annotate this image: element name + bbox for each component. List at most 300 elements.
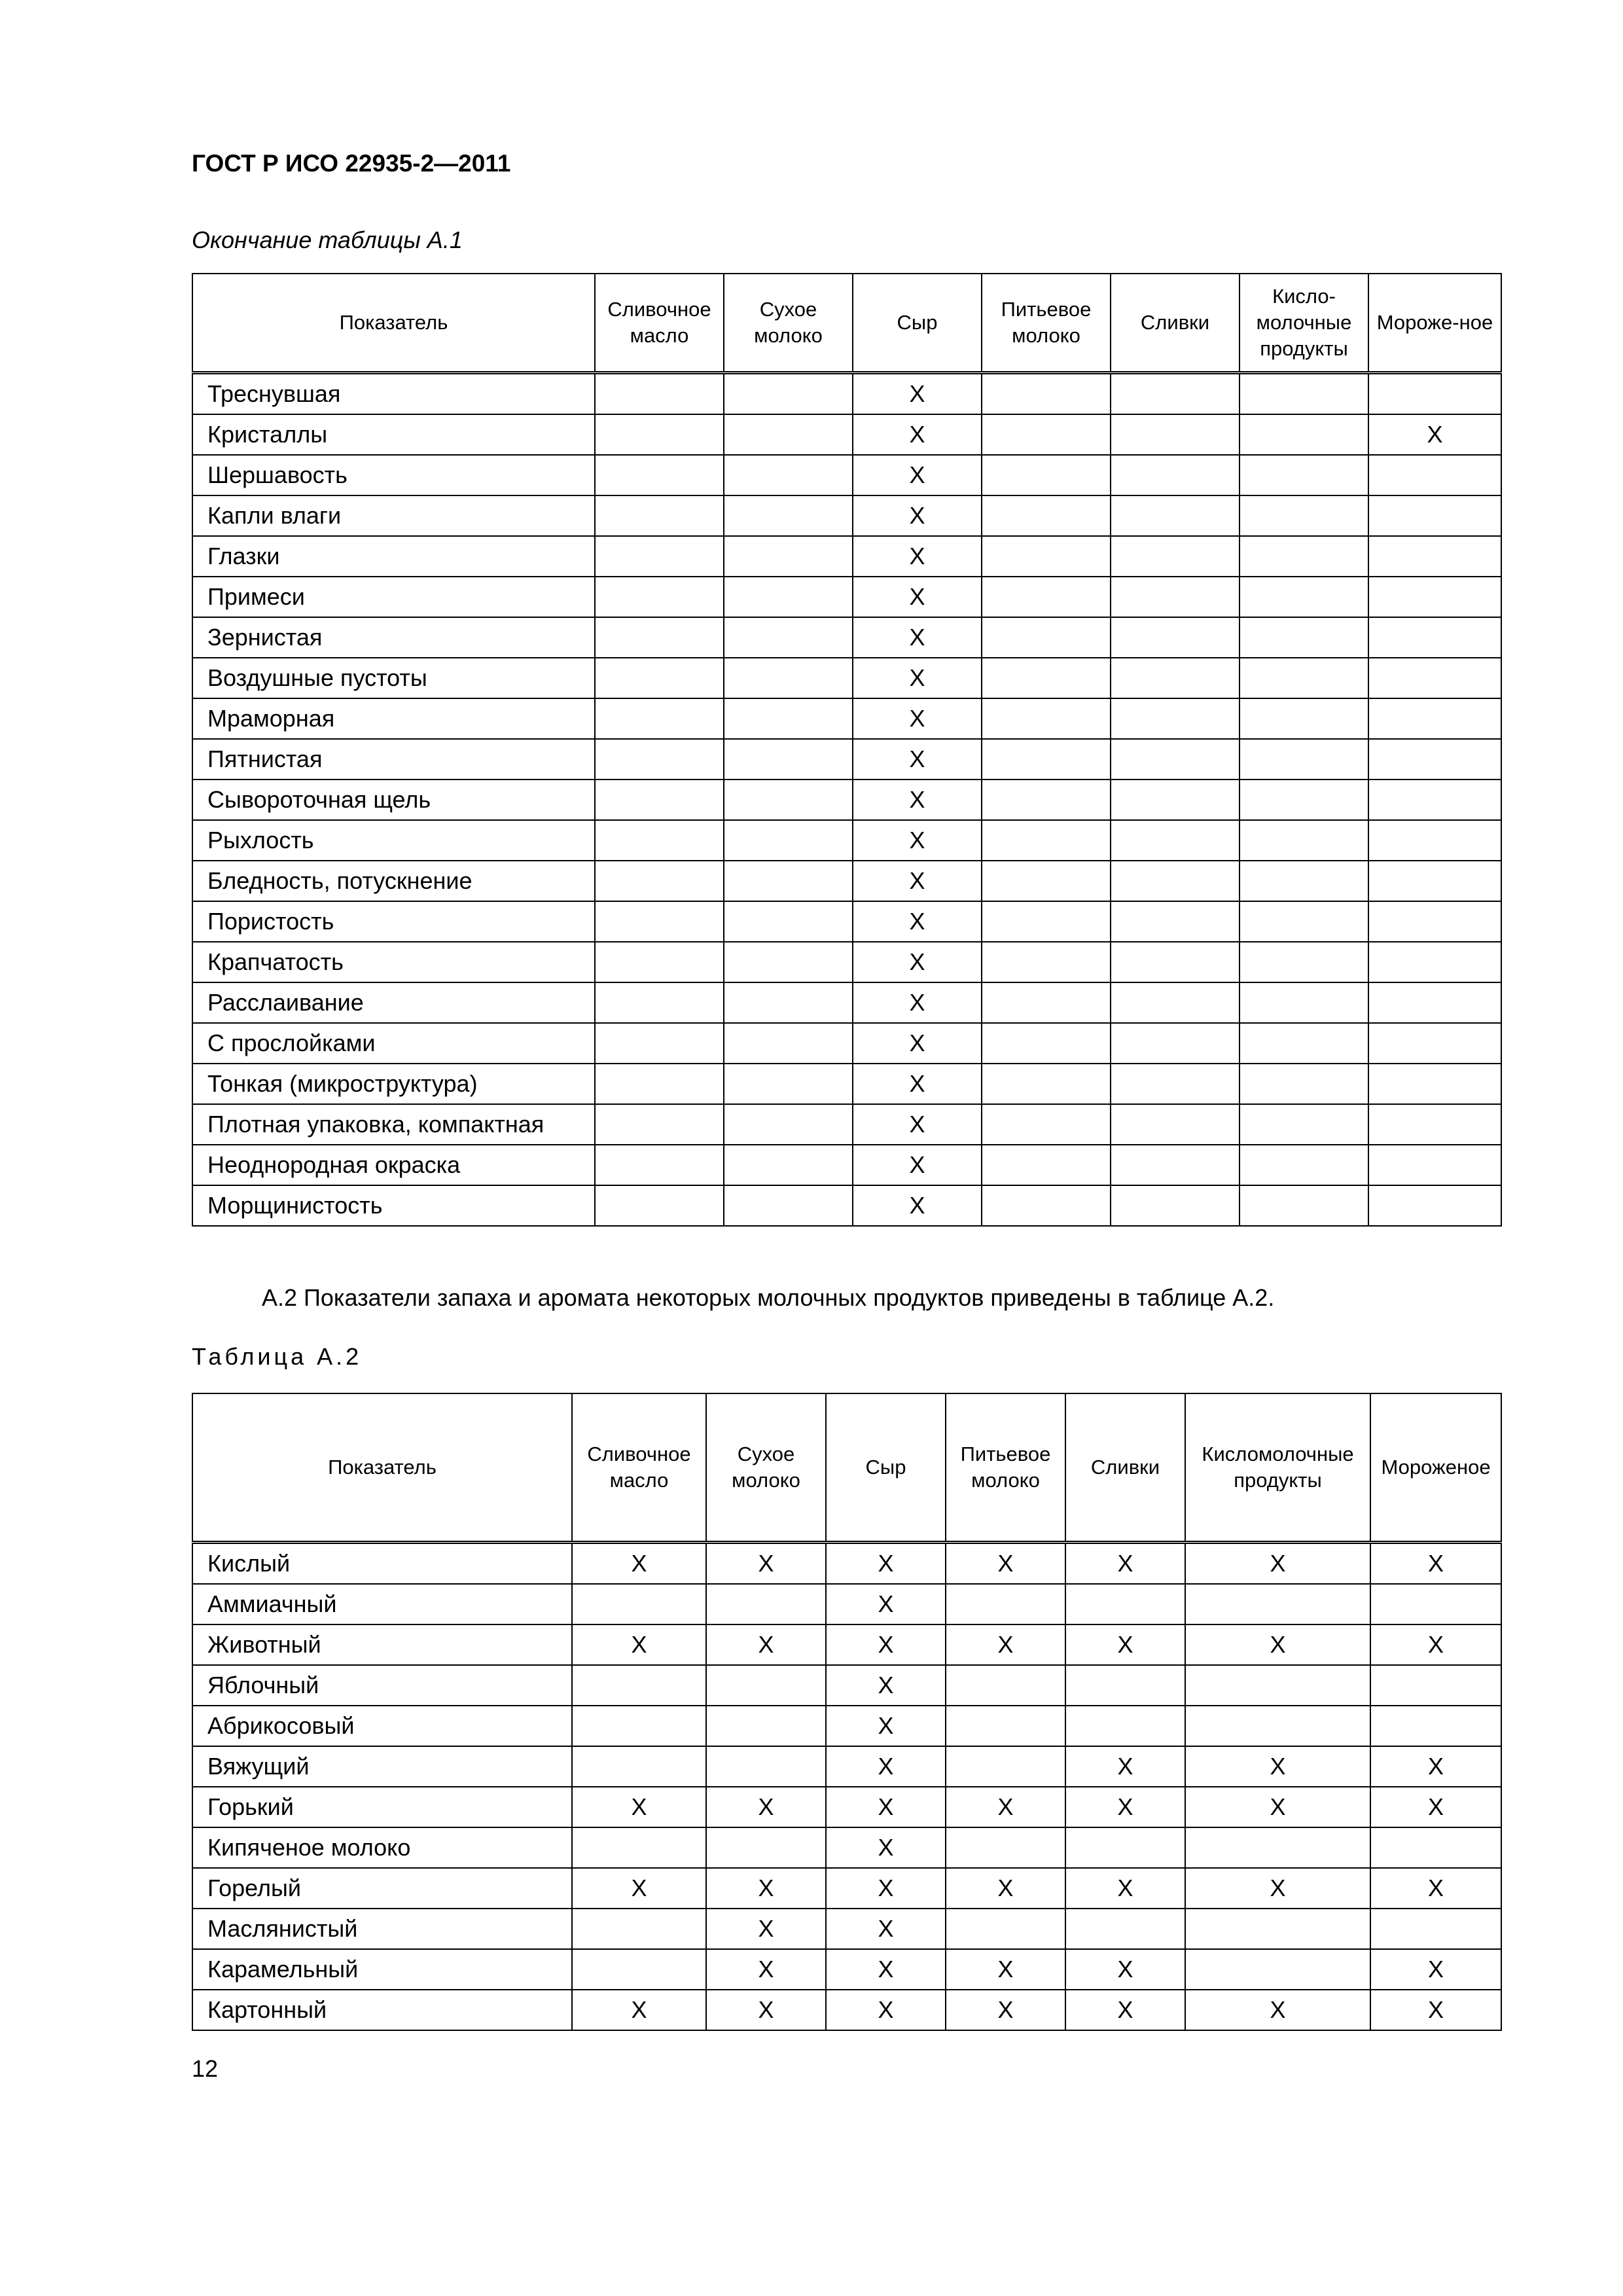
mark-cell: X	[572, 1624, 706, 1665]
mark-cell: X	[706, 1909, 826, 1949]
mark-cell	[982, 1185, 1111, 1226]
mark-cell	[1368, 1145, 1501, 1185]
mark-cell: X	[853, 536, 982, 577]
document-title: ГОСТ Р ИСО 22935-2—2011	[192, 150, 511, 177]
mark-cell: X	[1368, 414, 1501, 455]
mark-cell	[724, 780, 853, 820]
table-row	[192, 1543, 1501, 1585]
mark-cell: X	[706, 1990, 826, 2030]
row-label: Вяжущий	[192, 1746, 572, 1787]
mark-cell	[1368, 982, 1501, 1023]
mark-cell: X	[826, 1827, 946, 1868]
table-2	[192, 1393, 1502, 2031]
mark-cell	[1111, 373, 1240, 415]
table-row	[192, 1909, 1501, 1949]
mark-cell	[1111, 536, 1240, 577]
mark-cell: X	[853, 414, 982, 455]
table-2-col-header: Питьевое молоко	[946, 1393, 1065, 1543]
table-row	[192, 1185, 1501, 1226]
mark-cell	[1111, 820, 1240, 861]
mark-cell: X	[853, 658, 982, 698]
table-2-col-header: Кисломолочные продукты	[1185, 1393, 1370, 1543]
mark-cell: X	[853, 1104, 982, 1145]
mark-cell: X	[1065, 1787, 1185, 1827]
mark-cell	[1065, 1665, 1185, 1706]
mark-cell: X	[853, 577, 982, 617]
mark-cell	[1111, 455, 1240, 495]
mark-cell	[982, 373, 1111, 415]
mark-cell	[595, 455, 724, 495]
mark-cell	[1240, 698, 1368, 739]
mark-cell	[946, 1665, 1065, 1706]
mark-cell	[595, 536, 724, 577]
row-label: Бледность, потускнение	[192, 861, 595, 901]
mark-cell: X	[853, 1064, 982, 1104]
mark-cell	[595, 861, 724, 901]
mark-cell	[946, 1706, 1065, 1746]
mark-cell: X	[826, 1868, 946, 1909]
row-label: Горелый	[192, 1868, 572, 1909]
row-label: Абрикосовый	[192, 1706, 572, 1746]
mark-cell	[572, 1949, 706, 1990]
mark-cell	[1065, 1584, 1185, 1624]
mark-cell	[724, 1104, 853, 1145]
mark-cell	[595, 739, 724, 780]
mark-cell: X	[853, 455, 982, 495]
mark-cell: X	[946, 1543, 1065, 1585]
table-row	[192, 1868, 1501, 1909]
mark-cell	[1240, 982, 1368, 1023]
mark-cell	[946, 1584, 1065, 1624]
mark-cell	[1370, 1909, 1501, 1949]
mark-cell: X	[572, 1868, 706, 1909]
row-label: Пористость	[192, 901, 595, 942]
mark-cell	[1185, 1706, 1370, 1746]
mark-cell	[1111, 901, 1240, 942]
row-label: Неоднородная окраска	[192, 1145, 595, 1185]
mark-cell	[1368, 1104, 1501, 1145]
mark-cell: X	[826, 1949, 946, 1990]
mark-cell	[1111, 1145, 1240, 1185]
mark-cell: X	[946, 1787, 1065, 1827]
row-label: Животный	[192, 1624, 572, 1665]
table-row	[192, 536, 1501, 577]
table-1-col-header: Сухое молоко	[724, 274, 853, 373]
table-row	[192, 1665, 1501, 1706]
table-row	[192, 739, 1501, 780]
mark-cell	[724, 1023, 853, 1064]
mark-cell	[595, 982, 724, 1023]
mark-cell	[572, 1706, 706, 1746]
row-label: Кристаллы	[192, 414, 595, 455]
mark-cell	[982, 982, 1111, 1023]
mark-cell	[1111, 861, 1240, 901]
row-label: Пятнистая	[192, 739, 595, 780]
row-label: Кипяченое молоко	[192, 1827, 572, 1868]
mark-cell: X	[853, 820, 982, 861]
mark-cell	[1240, 1023, 1368, 1064]
mark-cell	[724, 901, 853, 942]
mark-cell	[595, 414, 724, 455]
mark-cell	[706, 1584, 826, 1624]
mark-cell: X	[853, 698, 982, 739]
mark-cell: X	[826, 1909, 946, 1949]
table-row	[192, 780, 1501, 820]
row-label: Зернистая	[192, 617, 595, 658]
mark-cell	[595, 780, 724, 820]
mark-cell	[724, 577, 853, 617]
mark-cell	[1185, 1949, 1370, 1990]
table-1-body	[192, 373, 1501, 1227]
mark-cell	[724, 373, 853, 415]
mark-cell	[1368, 820, 1501, 861]
mark-cell: X	[826, 1746, 946, 1787]
mark-cell: X	[1065, 1990, 1185, 2030]
mark-cell: X	[1185, 1990, 1370, 2030]
mark-cell	[706, 1746, 826, 1787]
table-row	[192, 455, 1501, 495]
mark-cell: X	[853, 1145, 982, 1185]
mark-cell	[1111, 1064, 1240, 1104]
mark-cell	[595, 901, 724, 942]
table-1-header-row	[192, 274, 1501, 373]
mark-cell	[595, 942, 724, 982]
table-row	[192, 1990, 1501, 2030]
mark-cell	[1240, 658, 1368, 698]
row-label: Капли влаги	[192, 495, 595, 536]
mark-cell	[1240, 617, 1368, 658]
table-2-header-row	[192, 1393, 1501, 1543]
mark-cell: X	[853, 1185, 982, 1226]
mark-cell	[946, 1746, 1065, 1787]
mark-cell	[982, 698, 1111, 739]
mark-cell	[982, 739, 1111, 780]
mark-cell: X	[826, 1665, 946, 1706]
table-row	[192, 901, 1501, 942]
mark-cell	[1111, 698, 1240, 739]
row-label: Горький	[192, 1787, 572, 1827]
mark-cell	[1240, 536, 1368, 577]
row-label: Плотная упаковка, компактная	[192, 1104, 595, 1145]
row-label: Маслянистый	[192, 1909, 572, 1949]
table-row	[192, 1584, 1501, 1624]
mark-cell: X	[1370, 1624, 1501, 1665]
table-1	[192, 273, 1502, 1227]
mark-cell: X	[853, 861, 982, 901]
row-label: Рыхлость	[192, 820, 595, 861]
table-row	[192, 1023, 1501, 1064]
mark-cell	[724, 942, 853, 982]
mark-cell	[982, 820, 1111, 861]
table-row	[192, 1624, 1501, 1665]
mark-cell	[982, 861, 1111, 901]
mark-cell	[1185, 1665, 1370, 1706]
mark-cell	[946, 1827, 1065, 1868]
mark-cell	[724, 536, 853, 577]
mark-cell	[1111, 617, 1240, 658]
mark-cell: X	[1185, 1624, 1370, 1665]
mark-cell	[724, 1145, 853, 1185]
table-2-col-header: Сыр	[826, 1393, 946, 1543]
mark-cell	[1368, 861, 1501, 901]
table-1-col-header: Мороже-ное	[1368, 274, 1501, 373]
mark-cell: X	[1370, 1543, 1501, 1585]
row-label: Расслаивание	[192, 982, 595, 1023]
mark-cell	[595, 658, 724, 698]
row-label: Тонкая (микроструктура)	[192, 1064, 595, 1104]
mark-cell: X	[706, 1543, 826, 1585]
table-1-col-header: Сыр	[853, 274, 982, 373]
mark-cell	[1370, 1584, 1501, 1624]
row-label: Кислый	[192, 1543, 572, 1585]
mark-cell	[1111, 1023, 1240, 1064]
mark-cell: X	[853, 373, 982, 415]
mark-cell	[1185, 1827, 1370, 1868]
table-row	[192, 1706, 1501, 1746]
table-2-caption: Таблица А.2	[192, 1343, 363, 1370]
mark-cell	[1240, 1145, 1368, 1185]
mark-cell	[724, 861, 853, 901]
mark-cell	[1065, 1706, 1185, 1746]
mark-cell	[724, 455, 853, 495]
mark-cell: X	[826, 1787, 946, 1827]
table-2-col-header: Сухое молоко	[706, 1393, 826, 1543]
mark-cell: X	[853, 942, 982, 982]
mark-cell	[595, 1145, 724, 1185]
mark-cell: X	[826, 1990, 946, 2030]
mark-cell: X	[853, 780, 982, 820]
table-row	[192, 577, 1501, 617]
mark-cell	[595, 820, 724, 861]
table-row	[192, 942, 1501, 982]
table-row	[192, 495, 1501, 536]
mark-cell	[1111, 739, 1240, 780]
mark-cell: X	[853, 739, 982, 780]
mark-cell: X	[826, 1706, 946, 1746]
table-row	[192, 1827, 1501, 1868]
mark-cell	[982, 536, 1111, 577]
table-row	[192, 1104, 1501, 1145]
table-row	[192, 982, 1501, 1023]
mark-cell	[724, 414, 853, 455]
mark-cell: X	[946, 1624, 1065, 1665]
table-2-col-header: Мороженое	[1370, 1393, 1501, 1543]
mark-cell	[1240, 780, 1368, 820]
table-1-caption: Окончание таблицы А.1	[192, 226, 463, 253]
mark-cell	[1370, 1706, 1501, 1746]
mark-cell	[982, 617, 1111, 658]
mark-cell	[1368, 495, 1501, 536]
mark-cell: X	[826, 1543, 946, 1585]
row-label: Яблочный	[192, 1665, 572, 1706]
table-row	[192, 1949, 1501, 1990]
mark-cell	[595, 1104, 724, 1145]
mark-cell	[982, 1104, 1111, 1145]
mark-cell	[1368, 901, 1501, 942]
mark-cell: X	[946, 1949, 1065, 1990]
row-label: Карамельный	[192, 1949, 572, 1990]
table-row	[192, 617, 1501, 658]
mark-cell: X	[853, 982, 982, 1023]
mark-cell	[724, 739, 853, 780]
mark-cell	[1240, 577, 1368, 617]
table-1-col-header: Питьевое молоко	[982, 274, 1111, 373]
mark-cell	[595, 617, 724, 658]
mark-cell	[595, 1064, 724, 1104]
mark-cell: X	[853, 1023, 982, 1064]
mark-cell	[982, 901, 1111, 942]
mark-cell: X	[1370, 1746, 1501, 1787]
row-label: Аммиачный	[192, 1584, 572, 1624]
mark-cell	[724, 495, 853, 536]
mark-cell	[706, 1665, 826, 1706]
mark-cell	[982, 577, 1111, 617]
table-row	[192, 1787, 1501, 1827]
mark-cell	[595, 495, 724, 536]
mark-cell: X	[1065, 1543, 1185, 1585]
mark-cell	[572, 1665, 706, 1706]
row-label: Морщинистость	[192, 1185, 595, 1226]
mark-cell	[1185, 1584, 1370, 1624]
row-label: С прослойками	[192, 1023, 595, 1064]
mark-cell	[1240, 739, 1368, 780]
table-row	[192, 1064, 1501, 1104]
mark-cell	[595, 577, 724, 617]
mark-cell	[982, 495, 1111, 536]
mark-cell: X	[1185, 1787, 1370, 1827]
mark-cell	[982, 780, 1111, 820]
mark-cell: X	[1065, 1868, 1185, 1909]
mark-cell: X	[1370, 1949, 1501, 1990]
mark-cell	[982, 414, 1111, 455]
mark-cell	[1368, 1023, 1501, 1064]
mark-cell	[1368, 1185, 1501, 1226]
mark-cell	[1368, 373, 1501, 415]
row-label: Треснувшая	[192, 373, 595, 415]
table-row	[192, 658, 1501, 698]
table-row	[192, 1145, 1501, 1185]
row-label: Воздушные пустоты	[192, 658, 595, 698]
mark-cell	[572, 1827, 706, 1868]
mark-cell	[1065, 1827, 1185, 1868]
mark-cell	[1240, 373, 1368, 415]
table-2-col-header: Показатель	[192, 1393, 572, 1543]
table-row	[192, 820, 1501, 861]
mark-cell	[1111, 658, 1240, 698]
mark-cell	[1368, 1064, 1501, 1104]
mark-cell	[724, 698, 853, 739]
mark-cell	[572, 1746, 706, 1787]
mark-cell	[572, 1909, 706, 1949]
mark-cell	[595, 1023, 724, 1064]
mark-cell	[572, 1584, 706, 1624]
table-2-body	[192, 1543, 1501, 2031]
mark-cell: X	[826, 1624, 946, 1665]
mark-cell	[1240, 820, 1368, 861]
mark-cell	[724, 820, 853, 861]
mark-cell: X	[572, 1787, 706, 1827]
table-1-col-header: Сливочное масло	[595, 274, 724, 373]
row-label: Глазки	[192, 536, 595, 577]
table-row	[192, 414, 1501, 455]
mark-cell	[982, 658, 1111, 698]
mark-cell: X	[706, 1624, 826, 1665]
mark-cell	[1240, 1064, 1368, 1104]
mark-cell: X	[1065, 1949, 1185, 1990]
mark-cell	[595, 1185, 724, 1226]
mark-cell: X	[1065, 1624, 1185, 1665]
mark-cell	[1368, 780, 1501, 820]
mark-cell	[1065, 1909, 1185, 1949]
row-label: Мраморная	[192, 698, 595, 739]
mark-cell	[1368, 942, 1501, 982]
page-number: 12	[192, 2055, 219, 2082]
mark-cell	[1240, 1185, 1368, 1226]
mark-cell	[1240, 861, 1368, 901]
mark-cell	[982, 1064, 1111, 1104]
mark-cell	[1368, 658, 1501, 698]
mark-cell	[706, 1706, 826, 1746]
table-1-col-header: Показатель	[192, 274, 595, 373]
mark-cell: X	[1185, 1543, 1370, 1585]
mark-cell: X	[1185, 1868, 1370, 1909]
row-label: Крапчатость	[192, 942, 595, 982]
mark-cell	[1240, 942, 1368, 982]
mark-cell	[1368, 698, 1501, 739]
mark-cell	[982, 1023, 1111, 1064]
mark-cell	[724, 617, 853, 658]
mark-cell: X	[1370, 1787, 1501, 1827]
mark-cell	[1185, 1909, 1370, 1949]
mark-cell	[1368, 577, 1501, 617]
mark-cell	[1240, 495, 1368, 536]
table-row	[192, 1746, 1501, 1787]
mark-cell	[1111, 495, 1240, 536]
mark-cell	[1240, 414, 1368, 455]
mark-cell	[724, 1064, 853, 1104]
row-label: Шершавость	[192, 455, 595, 495]
mark-cell	[1111, 942, 1240, 982]
mark-cell	[1370, 1827, 1501, 1868]
mark-cell: X	[853, 495, 982, 536]
mark-cell	[1111, 1104, 1240, 1145]
mark-cell: X	[1370, 1868, 1501, 1909]
mark-cell: X	[946, 1990, 1065, 2030]
row-label: Примеси	[192, 577, 595, 617]
mark-cell	[1240, 901, 1368, 942]
mark-cell	[1368, 739, 1501, 780]
table-1-col-header: Сливки	[1111, 274, 1240, 373]
mark-cell	[1111, 414, 1240, 455]
mark-cell: X	[572, 1990, 706, 2030]
table-row	[192, 698, 1501, 739]
mark-cell: X	[706, 1787, 826, 1827]
mark-cell	[1368, 617, 1501, 658]
row-label: Картонный	[192, 1990, 572, 2030]
mark-cell	[982, 1145, 1111, 1185]
table-1-col-header: Кисло-молочные продукты	[1240, 274, 1368, 373]
mark-cell	[724, 982, 853, 1023]
table-row	[192, 373, 1501, 415]
mark-cell: X	[1065, 1746, 1185, 1787]
mark-cell	[706, 1827, 826, 1868]
mark-cell: X	[826, 1584, 946, 1624]
mark-cell	[1111, 780, 1240, 820]
mark-cell	[982, 455, 1111, 495]
mark-cell	[595, 698, 724, 739]
mark-cell	[946, 1909, 1065, 1949]
mark-cell	[724, 1185, 853, 1226]
